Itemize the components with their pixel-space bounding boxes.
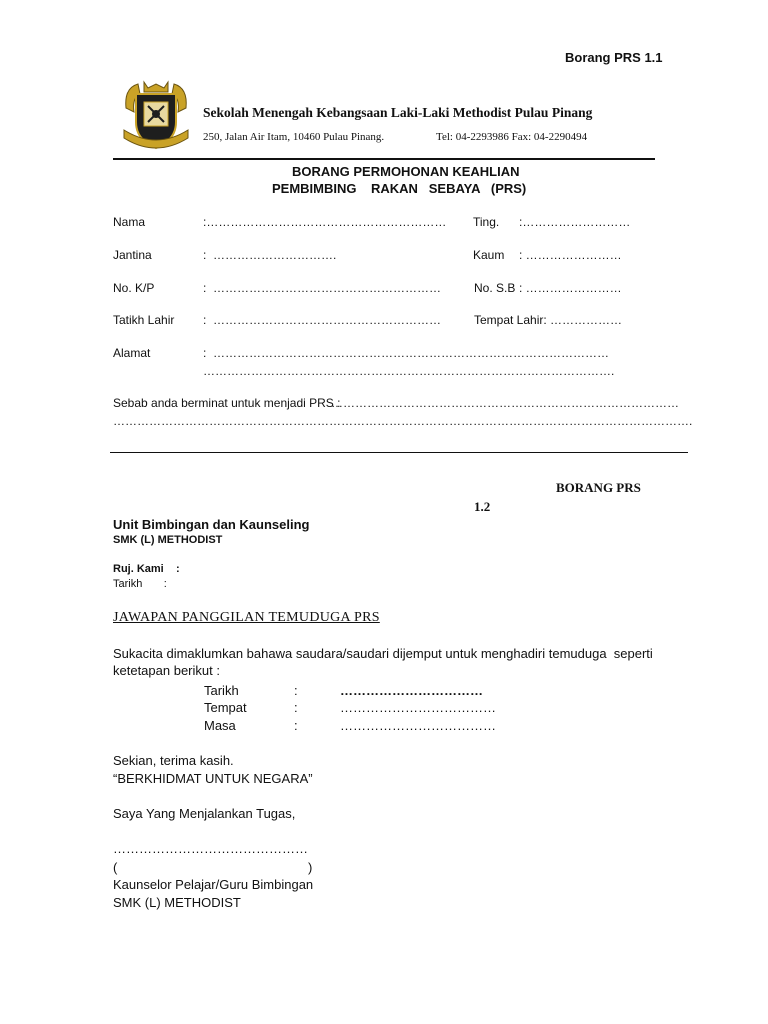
tempat-lahir-field[interactable]: ………………	[550, 313, 622, 327]
nokp-label: No. K/P	[113, 281, 155, 295]
sebab-field-line-2[interactable]: ……………………………………………………………………………………………………………………………….	[113, 414, 693, 428]
tarikh-label: Tarikh :	[113, 578, 167, 590]
section-divider	[110, 452, 688, 453]
form-title-line-1: BORANG PERMOHONAN KEAHLIAN	[292, 164, 520, 179]
detail-masa-label: Masa	[204, 718, 236, 733]
unit-school: SMK (L) METHODIST	[113, 534, 223, 546]
school-tel-fax: Tel: 04-2293986 Fax: 04-2290494	[436, 131, 588, 143]
detail-tarikh-field[interactable]: ……………………………	[340, 683, 483, 698]
signature-paren-close: )	[308, 860, 313, 875]
signature-school: SMK (L) METHODIST	[113, 895, 241, 910]
detail-tempat-field[interactable]: ………………………………	[340, 700, 496, 715]
school-name: Sekolah Menengah Kebangsaan Laki-Laki Methodist Pulau Pinang	[203, 105, 593, 120]
detail-tempat-colon: :	[294, 700, 298, 715]
nokp-field[interactable]: : …………………………………………………	[203, 281, 442, 295]
ting-field[interactable]: :………………………	[519, 215, 631, 229]
signature-intro: Saya Yang Menjalankan Tugas,	[113, 806, 296, 821]
school-crest-logo	[118, 78, 194, 154]
nosb-label: No. S.B	[474, 281, 516, 295]
alamat-field-line-1[interactable]: : ………………………………………………………………………………………	[203, 346, 610, 360]
nosb-field[interactable]: : ……………………	[519, 281, 622, 295]
intro-paragraph-line-2: ketetapan berikut :	[113, 663, 220, 678]
detail-masa-field[interactable]: ………………………………	[340, 718, 496, 733]
unit-name: Unit Bimbingan dan Kaunseling	[113, 517, 310, 532]
tempat-lahir-label: Tempat Lahir:	[474, 313, 547, 327]
form-code: Borang PRS 1.1	[565, 50, 663, 65]
closing-thanks: Sekian, terima kasih.	[113, 753, 234, 768]
jantina-field[interactable]: : ………………………….	[203, 248, 337, 262]
detail-tarikh-label: Tarikh	[204, 683, 239, 698]
signature-line[interactable]: ………………………………………	[113, 841, 308, 856]
detail-masa-colon: :	[294, 718, 298, 733]
header-divider	[113, 158, 655, 160]
detail-tempat-label: Tempat	[204, 700, 247, 715]
school-address: 250, Jalan Air Itam, 10460 Pulau Pinang.	[203, 131, 385, 143]
signature-paren-open: (	[113, 860, 118, 875]
tarikh-lahir-label: Tatikh Lahir	[113, 313, 175, 327]
alamat-label: Alamat	[113, 346, 151, 360]
sebab-field-line-1[interactable]: ……………………………………………………………………………	[331, 396, 679, 410]
signature-title: Kaunselor Pelajar/Guru Bimbingan	[113, 877, 314, 892]
intro-paragraph-line-1: Sukacita dimaklumkan bahawa saudara/saudari dijemput untuk menghadiri temuduga seperti	[113, 646, 653, 661]
form2-code-line-1: BORANG PRS	[556, 480, 641, 495]
nama-field[interactable]: :……………………………………………………	[203, 215, 447, 229]
kaum-field[interactable]: : ……………………	[519, 248, 622, 262]
nama-label: Nama	[113, 215, 146, 229]
sebab-label: Sebab anda berminat untuk menjadi PRS :	[113, 396, 341, 410]
form-title-line-2: PEMBIMBING RAKAN SEBAYA (PRS)	[272, 181, 527, 196]
interview-title: JAWAPAN PANGGILAN TEMUDUGA PRS	[113, 610, 380, 625]
alamat-field-line-2[interactable]: ………………………………………………………………………………………….	[203, 364, 615, 378]
ruj-kami-label: Ruj. Kami :	[113, 563, 180, 575]
form2-code-line-2: 1.2	[474, 499, 491, 514]
detail-tarikh-colon: :	[294, 683, 298, 698]
closing-motto: “BERKHIDMAT UNTUK NEGARA”	[113, 771, 313, 786]
kaum-label: Kaum	[473, 248, 505, 262]
jantina-label: Jantina	[113, 248, 152, 262]
tarikh-lahir-field[interactable]: : …………………………………………………	[203, 313, 442, 327]
ting-label: Ting.	[473, 215, 500, 229]
